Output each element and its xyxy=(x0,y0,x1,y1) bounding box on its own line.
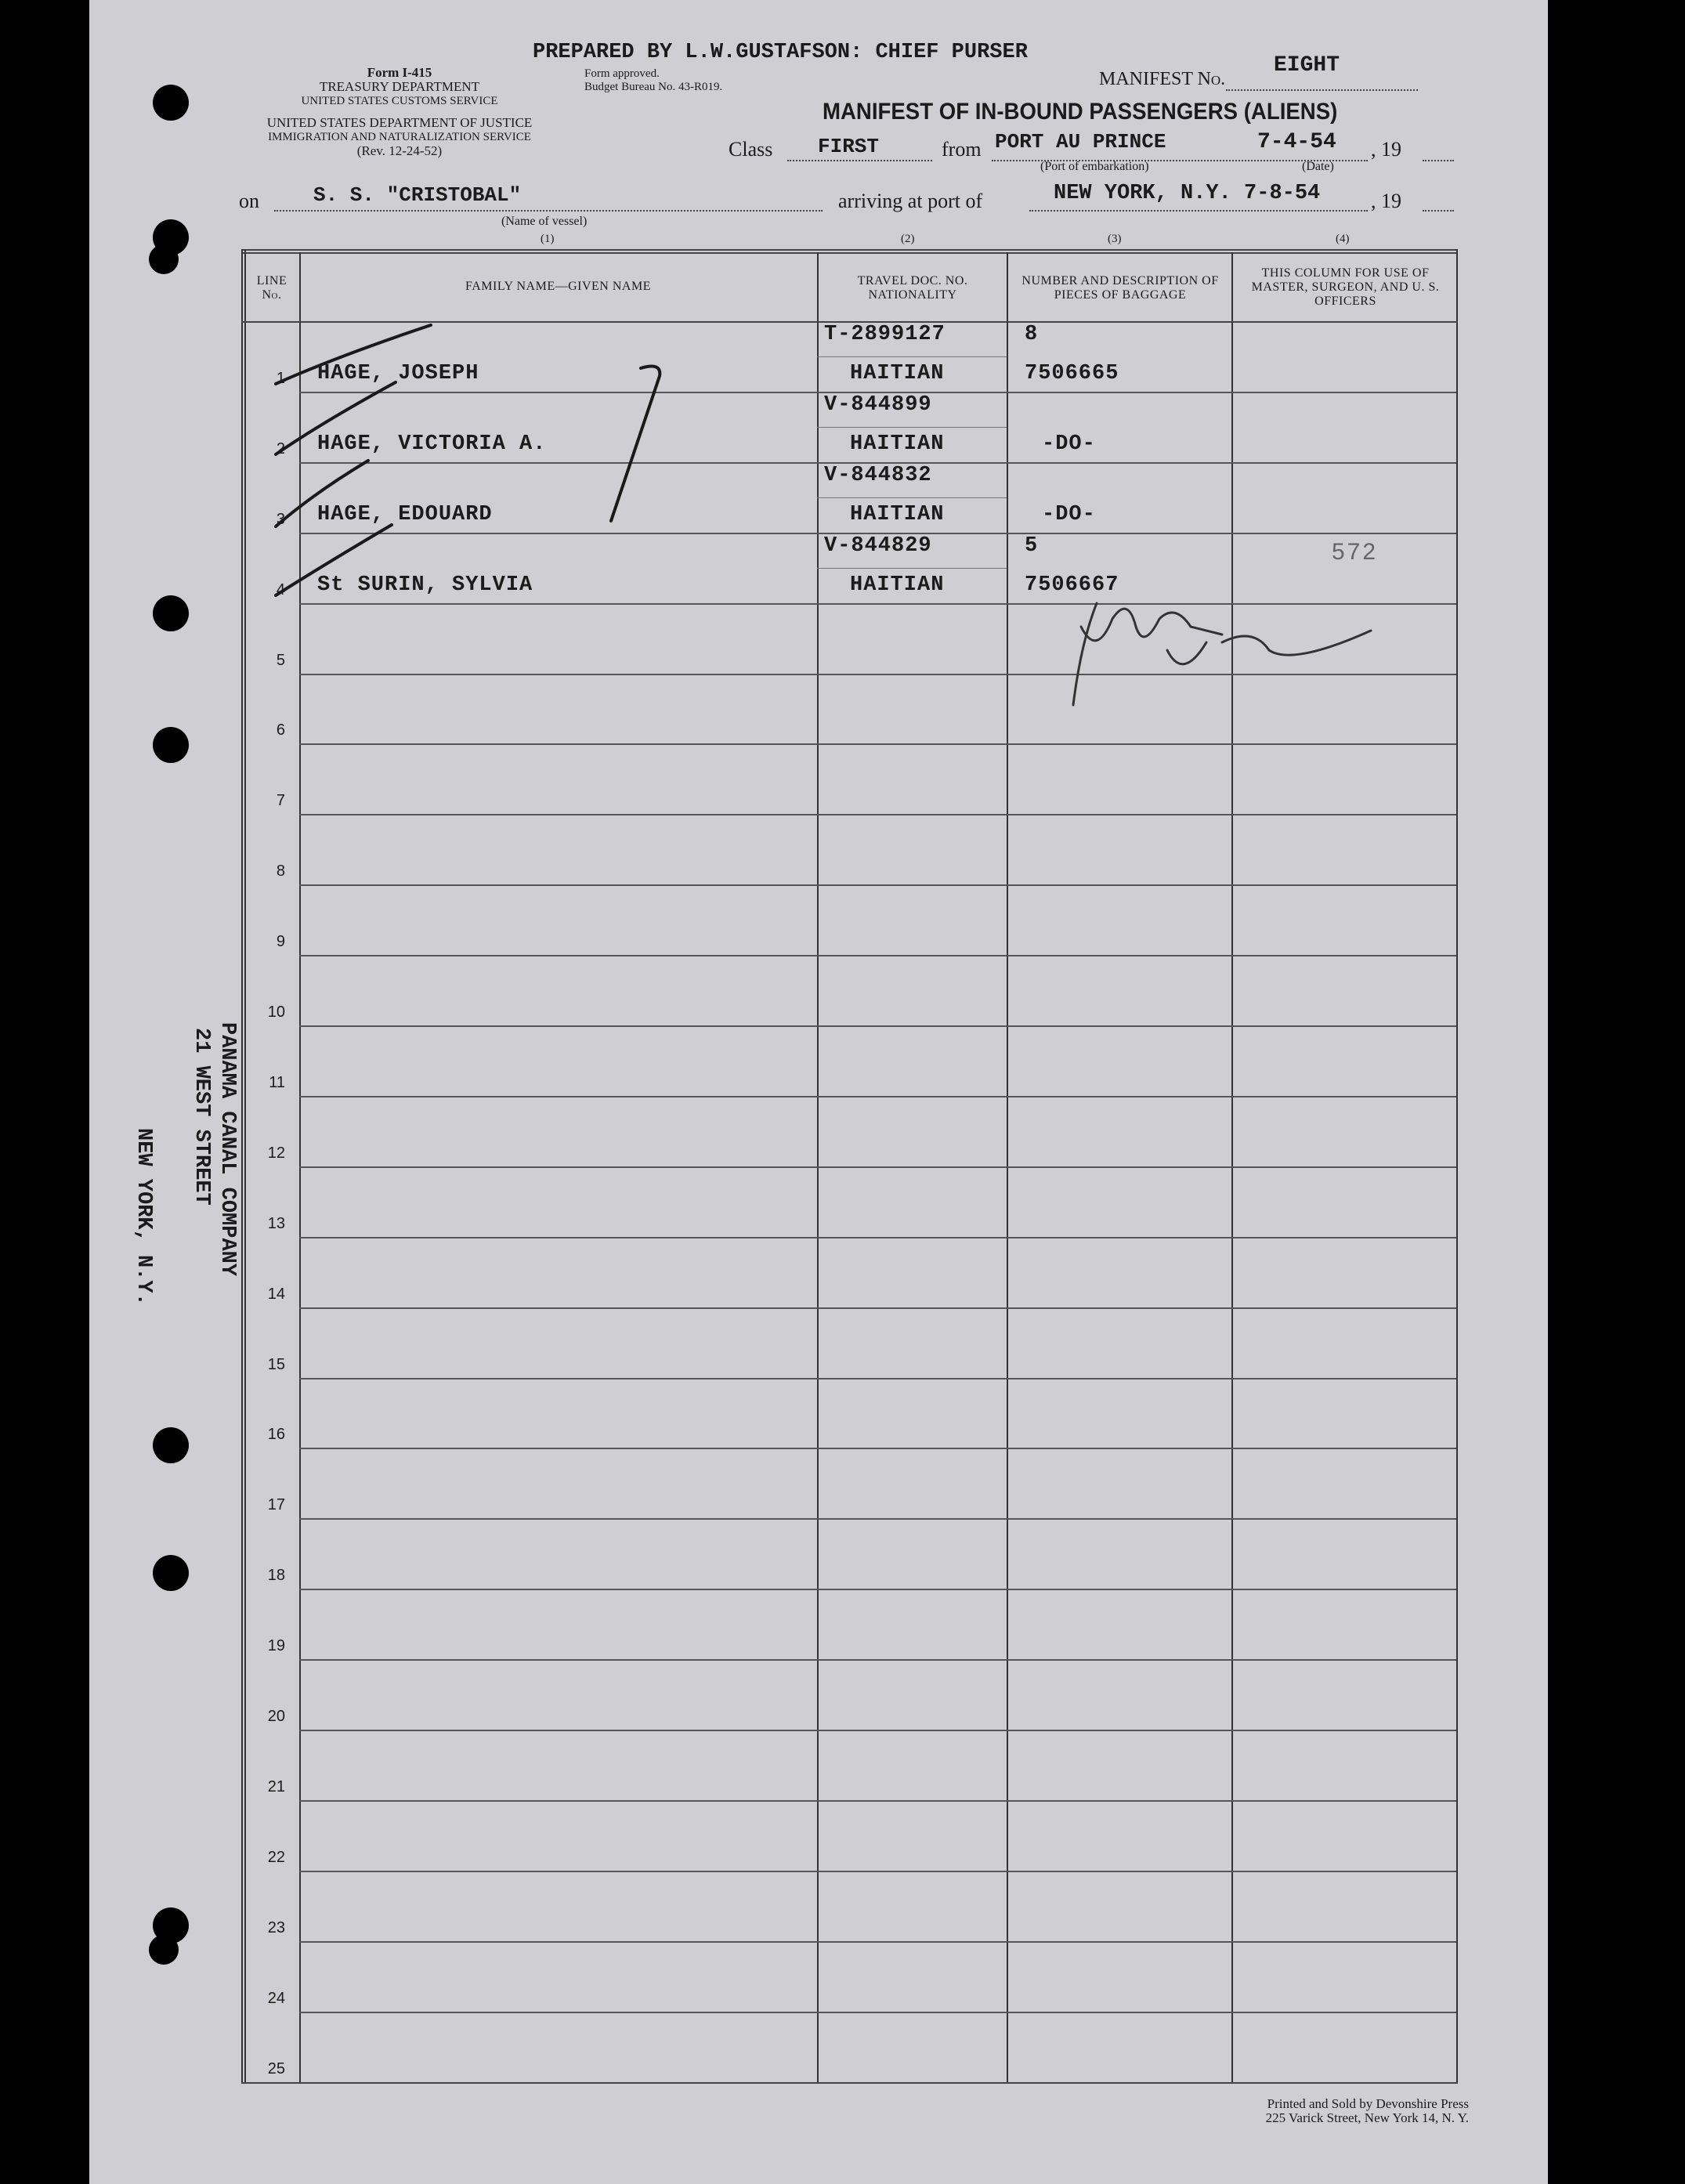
passenger-name: St SURIN, SYLVIA xyxy=(317,573,533,597)
line-number: 8 xyxy=(276,862,285,880)
port-caption: (Port of embarkation) xyxy=(1040,160,1149,173)
line-number: 6 xyxy=(276,721,285,739)
nationality: HAITIAN xyxy=(850,362,945,385)
col-header-name: FAMILY NAME—GIVEN NAME xyxy=(465,280,651,293)
baggage-description: -DO- xyxy=(1042,503,1096,526)
line-number: 21 xyxy=(267,1778,285,1795)
baggage-count: 8 xyxy=(1025,323,1039,346)
stamp-line-1: PANAMA CANAL COMPANY xyxy=(215,1022,239,1277)
ins-service: IMMIGRATION AND NATURALIZATION SERVICE xyxy=(268,131,531,143)
baggage-description: -DO- xyxy=(1042,432,1096,456)
column-number-3: (3) xyxy=(1108,233,1122,245)
prepared-by: PREPARED BY L.W.GUSTAFSON: CHIEF PURSER xyxy=(533,41,1028,64)
form-approved: Form approved. xyxy=(584,67,660,80)
line-number: 13 xyxy=(267,1215,285,1232)
nationality: HAITIAN xyxy=(850,432,945,456)
col-header-doc: TRAVEL DOC. NO. NATIONALITY xyxy=(857,274,968,302)
officer-mark: 572 xyxy=(1332,539,1379,565)
line-number: 4 xyxy=(276,581,285,598)
line-number: 9 xyxy=(276,933,285,950)
on-label: on xyxy=(239,190,259,212)
nationality: HAITIAN xyxy=(850,573,945,597)
printer-line-2: 225 Varick Street, New York 14, N. Y. xyxy=(1265,2110,1469,2125)
vessel-name: S. S. "CRISTOBAL" xyxy=(313,183,522,207)
check-mark-4 xyxy=(276,525,392,595)
vessel-caption: (Name of vessel) xyxy=(501,215,588,228)
line-number: 25 xyxy=(267,2060,285,2077)
col-header-line: LINE No. xyxy=(256,274,287,302)
from-label: from xyxy=(942,138,982,161)
baggage-description: 7506665 xyxy=(1025,362,1119,385)
port-value: PORT AU PRINCE xyxy=(995,130,1166,154)
column-number-4: (4) xyxy=(1336,233,1350,245)
line-number: 5 xyxy=(276,652,285,669)
line-number: 7 xyxy=(276,792,285,809)
baggage-description: 7506667 xyxy=(1025,573,1119,597)
justice-dept: UNITED STATES DEPARTMENT OF JUSTICE xyxy=(266,115,533,130)
form-number: Form I-415 xyxy=(367,65,432,80)
manifest-label: MANIFEST No. xyxy=(1099,69,1226,89)
line-number: 23 xyxy=(267,1919,285,1936)
date-caption: (Date) xyxy=(1302,160,1334,173)
column-number-1: (1) xyxy=(541,233,555,245)
initials-signature xyxy=(1073,603,1371,705)
line-number: 2 xyxy=(276,440,285,457)
passenger-name: HAGE, JOSEPH xyxy=(317,362,479,385)
line-number: 10 xyxy=(267,1003,285,1021)
stamp-line-2: 21 WEST STREET xyxy=(190,1028,213,1206)
printer-imprint xyxy=(1191,2097,1469,2125)
revision-date: (Rev. 12-24-52) xyxy=(356,143,443,158)
line-number: 17 xyxy=(267,1496,285,1513)
passenger-name: HAGE, EDOUARD xyxy=(317,503,493,526)
bracket-mark xyxy=(611,367,660,521)
travel-doc-number: V-844899 xyxy=(824,393,932,417)
travel-doc-number: T-2899127 xyxy=(824,323,946,346)
arrival-value: NEW YORK, N.Y. 7-8-54 xyxy=(1054,182,1321,205)
line-number: 20 xyxy=(267,1708,285,1725)
check-mark-1 xyxy=(276,325,431,384)
arriving-label: arriving at port of xyxy=(838,190,983,212)
manifest-title: MANIFEST OF IN-BOUND PASSENGERS (ALIENS) xyxy=(823,99,1338,125)
manifest-number: EIGHT xyxy=(1274,53,1340,78)
travel-doc-number: V-844832 xyxy=(824,464,932,487)
year-prefix-1: , 19 xyxy=(1371,138,1401,161)
customs-service: UNITED STATES CUSTOMS SERVICE xyxy=(301,95,498,107)
line-number: 16 xyxy=(267,1426,285,1443)
line-number: 1 xyxy=(276,370,285,387)
col-header-officers: THIS COLUMN FOR USE OF MASTER, SURGEON, AND U. S. OFFICERS xyxy=(1251,266,1440,308)
line-number: 11 xyxy=(269,1074,285,1091)
line-number: 22 xyxy=(267,1849,285,1866)
line-number: 15 xyxy=(267,1356,285,1373)
printer-line-1: Printed and Sold by Devonshire Press xyxy=(1267,2096,1469,2111)
travel-doc-number: V-844829 xyxy=(824,534,932,558)
stamp-line-3: NEW YORK, N.Y. xyxy=(132,1128,155,1306)
check-mark-2 xyxy=(276,382,396,454)
line-number: 19 xyxy=(267,1637,285,1654)
line-number: 24 xyxy=(267,1990,285,2007)
budget-number: Budget Bureau No. 43-R019. xyxy=(584,81,723,93)
line-number: 18 xyxy=(267,1567,285,1584)
line-number: 3 xyxy=(276,511,285,528)
departure-date: 7-4-54 xyxy=(1257,130,1336,154)
treasury-dept: TREASURY DEPARTMENT xyxy=(319,79,480,94)
class-value: FIRST xyxy=(818,135,880,158)
nationality: HAITIAN xyxy=(850,503,945,526)
line-number: 12 xyxy=(267,1144,285,1162)
col-header-baggage: NUMBER AND DESCRIPTION OF PIECES OF BAGGAGE xyxy=(1021,274,1219,302)
passenger-name: HAGE, VICTORIA A. xyxy=(317,432,547,456)
class-label: Class xyxy=(729,138,773,161)
column-number-2: (2) xyxy=(901,233,915,245)
check-mark-3 xyxy=(276,461,368,526)
line-number: 14 xyxy=(267,1285,285,1303)
baggage-count: 5 xyxy=(1025,534,1039,558)
year-prefix-2: , 19 xyxy=(1371,190,1401,212)
